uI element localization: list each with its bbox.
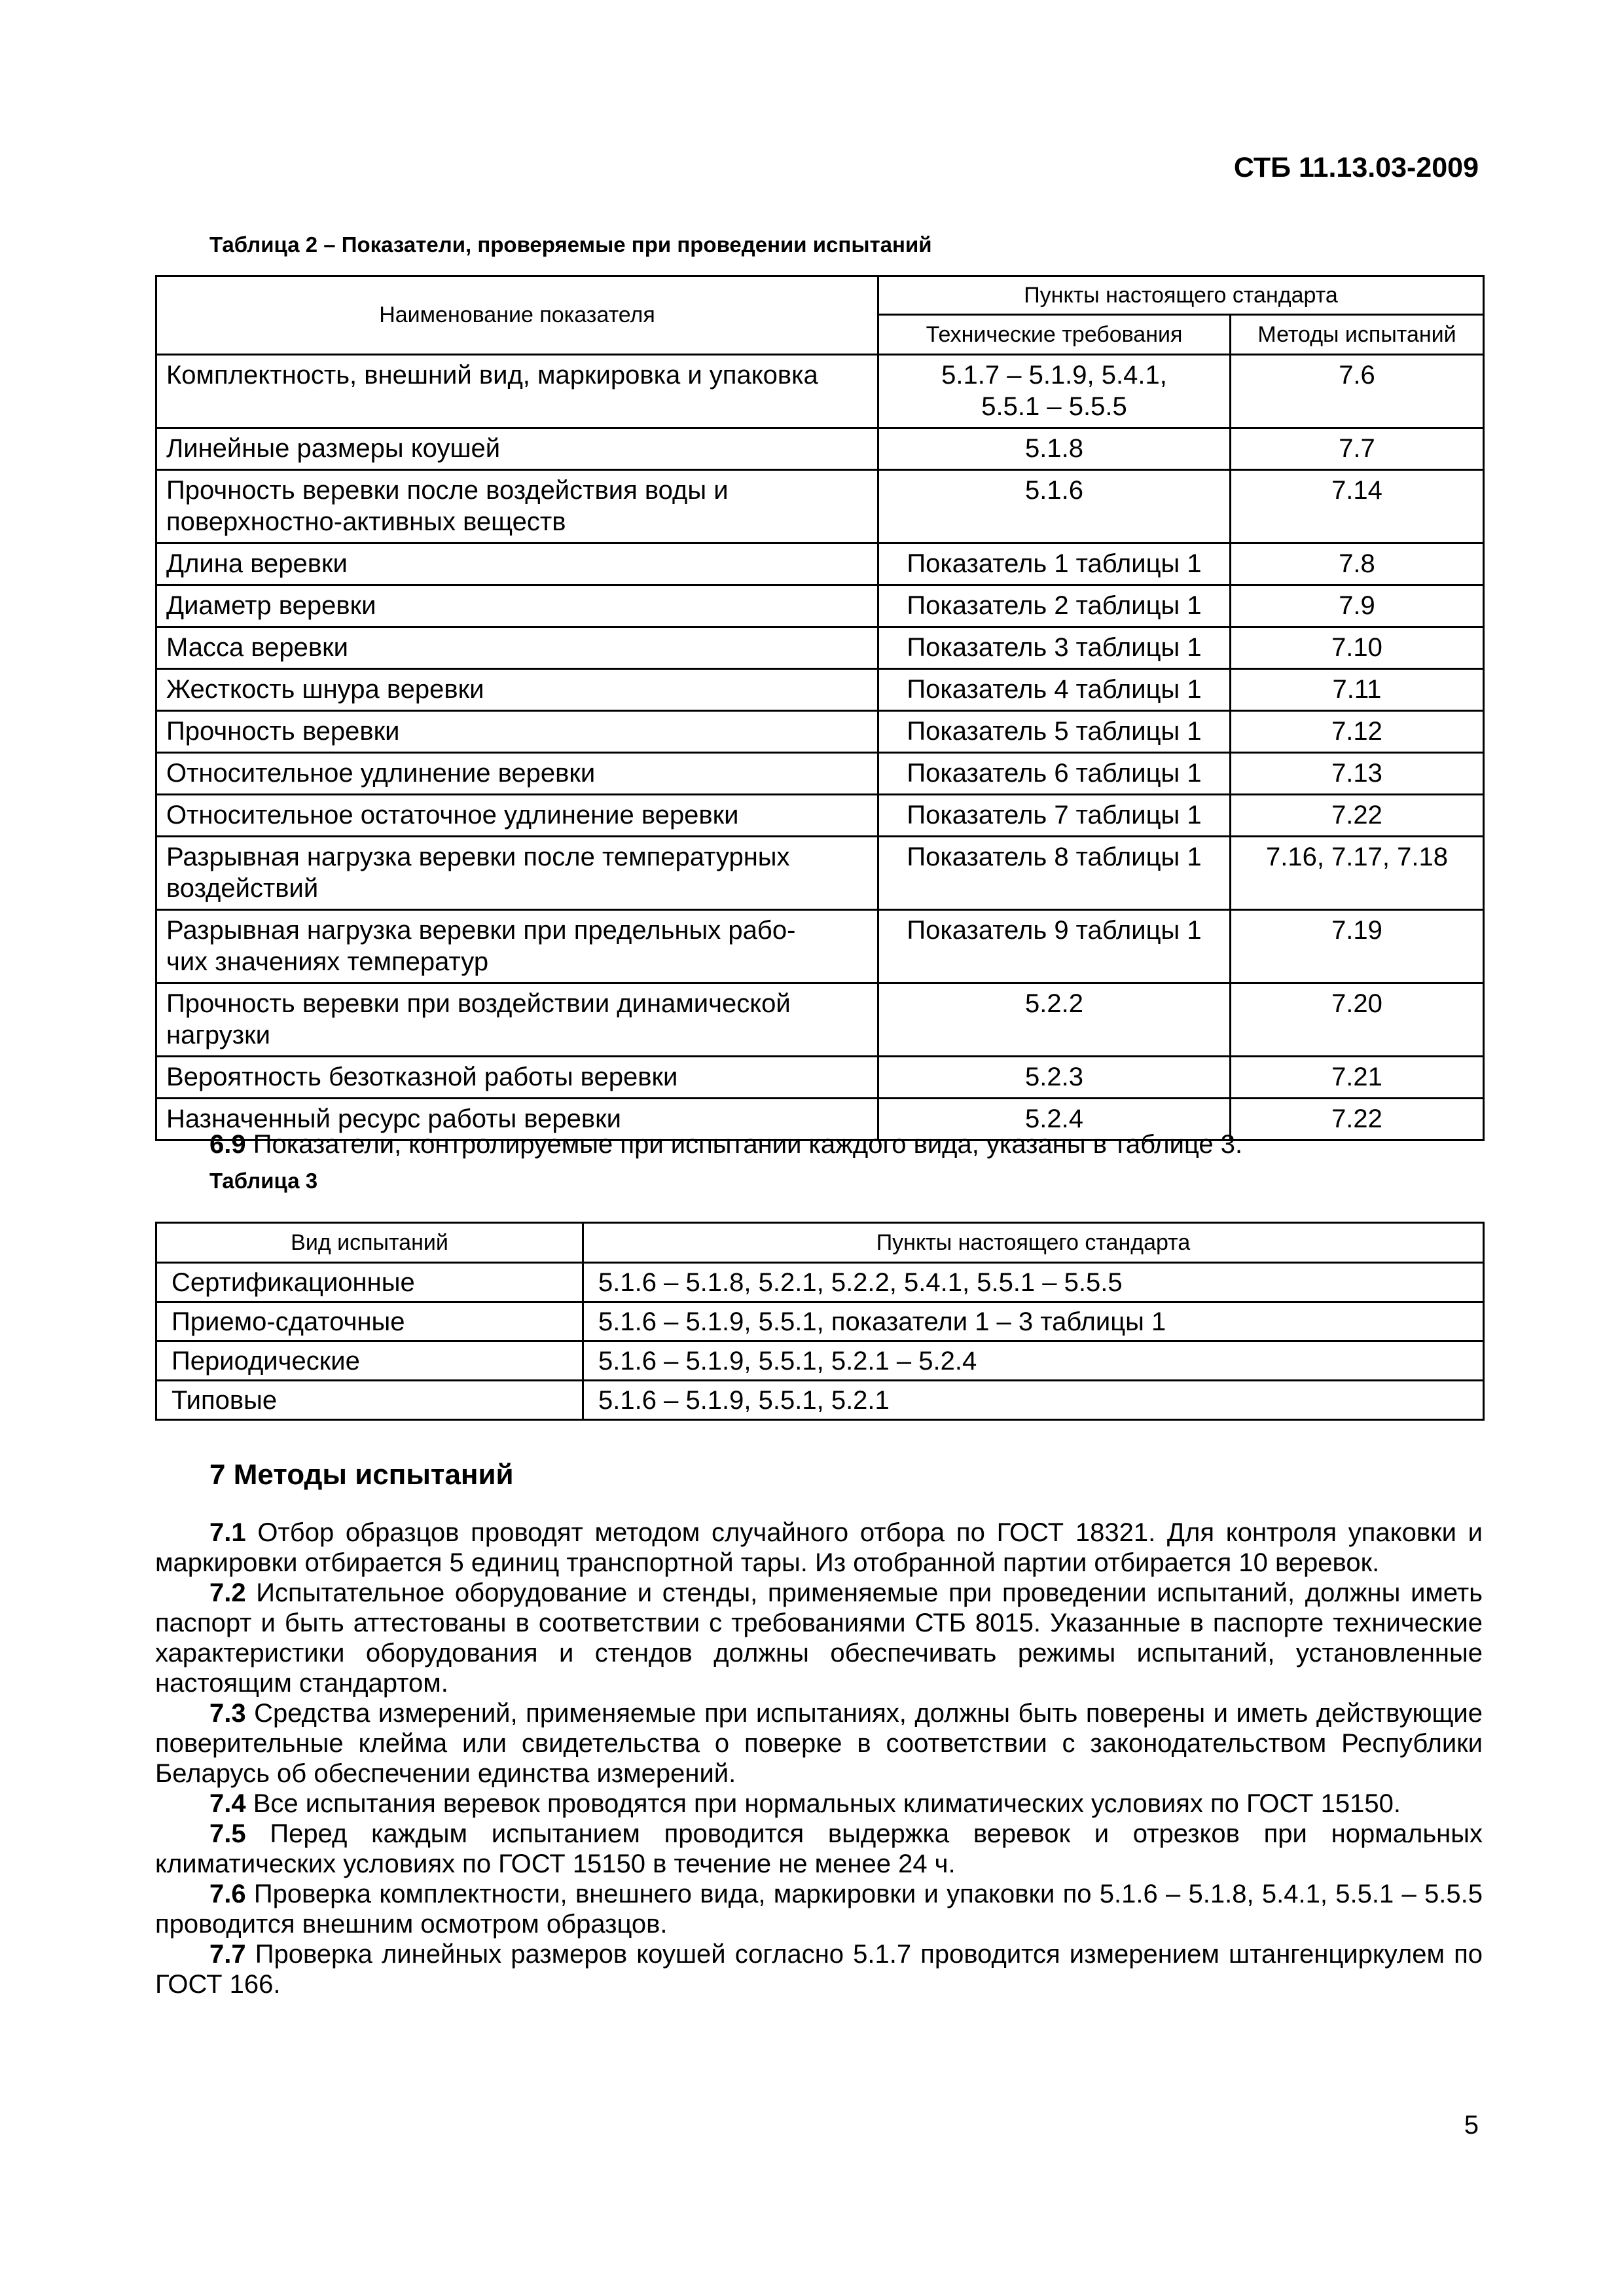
paragraph-text: Испытательное оборудование и стенды, применяемые при проведении испытаний, должны иметь паспорт и быть аттестованы в соответствии с требованиями СТБ 8015. Указанные в паспорте технические характеристики оборудования и стендов должны обеспечивать режимы испытаний, установленные настоящим стандартом. xyxy=(155,1578,1483,1698)
page-number: 5 xyxy=(1464,2111,1479,2140)
paragraph-num: 7.1 xyxy=(209,1518,246,1547)
table2-caption: Таблица 2 – Показатели, проверяемые при проведении испытаний xyxy=(209,232,932,257)
col-header-tech: Технические требования xyxy=(878,315,1231,355)
table-row xyxy=(156,983,1484,1057)
paragraph-text: Средства измерений, применяемые при испытаниях, должны быть поверены и иметь действующие поверительные клейма или свидетельства о поверке в соответствии с законодательством Республики Беларусь об обеспечении единства измерений. xyxy=(155,1699,1483,1788)
paragraph-num: 7.6 xyxy=(209,1880,246,1908)
tech-requirement: Показатель 3 таблицы 1 xyxy=(878,627,1231,669)
tech-requirement: 5.2.2 xyxy=(878,983,1231,1057)
indicator-name: Прочность веревки после воздействия воды и поверхностно-активных веществ xyxy=(156,470,878,543)
paragraph-num: 6.9 xyxy=(209,1130,246,1159)
test-type: Типовые xyxy=(156,1381,583,1420)
test-clauses: 5.1.6 – 5.1.9, 5.5.1, 5.2.1 – 5.2.4 xyxy=(583,1341,1484,1381)
test-method: 7.8 xyxy=(1231,543,1484,585)
tech-requirement: 5.2.3 xyxy=(878,1057,1231,1099)
tech-requirement: Показатель 1 таблицы 1 xyxy=(878,543,1231,585)
indicator-name: Масса веревки xyxy=(156,627,878,669)
indicator-name: Относительное удлинение веревки xyxy=(156,753,878,795)
paragraph-num: 7.2 xyxy=(209,1578,246,1607)
test-clauses: 5.1.6 – 5.1.9, 5.5.1, показатели 1 – 3 таблицы 1 xyxy=(583,1302,1484,1341)
tech-requirement: Показатель 6 таблицы 1 xyxy=(878,753,1231,795)
paragraph-text: Все испытания веревок проводятся при нормальных климатических условиях по ГОСТ 15150. xyxy=(245,1789,1401,1818)
table-row xyxy=(156,669,1484,711)
indicator-name: Линейные размеры коушей xyxy=(156,428,878,470)
tech-requirement: Показатель 5 таблицы 1 xyxy=(878,711,1231,753)
test-method: 7.10 xyxy=(1231,627,1484,669)
test-method: 7.16, 7.17, 7.18 xyxy=(1231,837,1484,910)
table2-body xyxy=(156,355,1484,1140)
paragraph xyxy=(155,1939,1483,1999)
test-clauses: 5.1.6 – 5.1.9, 5.5.1, 5.2.1 xyxy=(583,1381,1484,1420)
test-method: 7.22 xyxy=(1231,795,1484,837)
paragraph-num: 7.3 xyxy=(209,1699,246,1728)
table-row xyxy=(156,543,1484,585)
tech-requirement: 5.1.8 xyxy=(878,428,1231,470)
tech-requirement: Показатель 2 таблицы 1 xyxy=(878,585,1231,627)
paragraph-text: Перед каждым испытанием проводится выдержка веревок и отрезков при нормальных климатических условиях по ГОСТ 15150 в течение не менее 24 ч. xyxy=(155,1819,1483,1878)
test-method: 7.9 xyxy=(1231,585,1484,627)
test-method: 7.7 xyxy=(1231,428,1484,470)
indicator-name: Прочность веревки xyxy=(156,711,878,753)
section-7-body xyxy=(155,1518,1483,1999)
paragraph-text: Показатели, контролируемые при испытании каждого вида, указаны в таблице 3. xyxy=(245,1130,1243,1159)
table-row xyxy=(156,470,1484,543)
paragraph-text: Проверка линейных размеров коушей согласно 5.1.7 проводится измерением штангенциркулем по ГОСТ 166. xyxy=(155,1940,1483,1999)
test-method: 7.21 xyxy=(1231,1057,1484,1099)
test-clauses: 5.1.6 – 5.1.8, 5.2.1, 5.2.2, 5.4.1, 5.5.1 – 5.5.5 xyxy=(583,1263,1484,1302)
paragraph xyxy=(155,1578,1483,1698)
tech-requirement: Показатель 4 таблицы 1 xyxy=(878,669,1231,711)
table-row xyxy=(156,428,1484,470)
test-type: Периодические xyxy=(156,1341,583,1381)
test-method: 7.12 xyxy=(1231,711,1484,753)
table-row xyxy=(156,711,1484,753)
indicator-name: Вероятность безотказной работы веревки xyxy=(156,1057,878,1099)
indicator-name: Диаметр веревки xyxy=(156,585,878,627)
table-row xyxy=(156,1263,1484,1302)
tech-requirement: Показатель 9 таблицы 1 xyxy=(878,910,1231,983)
table3-caption: Таблица 3 xyxy=(209,1169,318,1193)
test-method: 7.11 xyxy=(1231,669,1484,711)
paragraph xyxy=(155,1518,1483,1578)
paragraph-6-9 xyxy=(209,1130,1242,1159)
col-header-methods: Методы испытаний xyxy=(1231,315,1484,355)
indicator-name: Разрывная нагрузка веревки после температурных воздействий xyxy=(156,837,878,910)
indicator-name: Назначенный ресурс работы веревки xyxy=(156,1099,878,1140)
tech-requirement: 5.2.4 xyxy=(878,1099,1231,1140)
paragraph-text: Отбор образцов проводят методом случайного отбора по ГОСТ 18321. Для контроля упаковки и маркировки отбирается 5 единиц транспортной тары. Из отобранной партии отбирается 10 веревок. xyxy=(155,1518,1483,1577)
indicator-name: Прочность веревки при воздействии динамической нагрузки xyxy=(156,983,878,1057)
table-row xyxy=(156,1341,1484,1381)
indicator-name: Жесткость шнура веревки xyxy=(156,669,878,711)
document-code: СТБ 11.13.03-2009 xyxy=(1233,152,1479,183)
paragraph-num: 7.4 xyxy=(209,1789,246,1818)
test-method: 7.6 xyxy=(1231,355,1484,428)
test-types-table xyxy=(155,1222,1485,1421)
col-header-clauses: Пункты настоящего стандарта xyxy=(583,1223,1484,1263)
col-header-test-type: Вид испытаний xyxy=(156,1223,583,1263)
table-row xyxy=(156,1302,1484,1341)
tech-requirement: Показатель 8 таблицы 1 xyxy=(878,837,1231,910)
paragraph-text: Проверка комплектности, внешнего вида, маркировки и упаковки по 5.1.6 – 5.1.8, 5.4.1, 5.5.1 – 5.5.5 проводится внешним осмотром образцов. xyxy=(155,1880,1483,1939)
table-row xyxy=(156,910,1484,983)
indicator-name: Относительное остаточное удлинение веревки xyxy=(156,795,878,837)
table3-body xyxy=(156,1263,1484,1420)
paragraph-num: 7.5 xyxy=(209,1819,246,1848)
col-header-group: Пункты настоящего стандарта xyxy=(878,276,1484,315)
paragraph xyxy=(155,1819,1483,1879)
tech-requirement: 5.1.6 xyxy=(878,470,1231,543)
test-method: 7.14 xyxy=(1231,470,1484,543)
table-row xyxy=(156,585,1484,627)
test-type: Приемо-сдаточные xyxy=(156,1302,583,1341)
tech-requirement: Показатель 7 таблицы 1 xyxy=(878,795,1231,837)
test-method: 7.13 xyxy=(1231,753,1484,795)
table-row xyxy=(156,795,1484,837)
table-row xyxy=(156,355,1484,428)
test-method: 7.20 xyxy=(1231,983,1484,1057)
section-7-title: 7 Методы испытаний xyxy=(209,1459,514,1491)
table-row xyxy=(156,627,1484,669)
indicators-table xyxy=(155,275,1485,1141)
indicator-name: Длина веревки xyxy=(156,543,878,585)
col-header-name: Наименование показателя xyxy=(156,276,878,355)
tech-requirement: 5.1.7 – 5.1.9, 5.4.1, 5.5.1 – 5.5.5 xyxy=(878,355,1231,428)
indicator-name: Разрывная нагрузка веревки при предельных рабо- чих значениях температур xyxy=(156,910,878,983)
indicator-name: Комплектность, внешний вид, маркировка и упаковка xyxy=(156,355,878,428)
paragraph xyxy=(155,1789,1483,1819)
test-type: Сертификационные xyxy=(156,1263,583,1302)
table-row xyxy=(156,1381,1484,1420)
paragraph xyxy=(155,1698,1483,1789)
paragraph-num: 7.7 xyxy=(209,1940,246,1969)
paragraph xyxy=(155,1879,1483,1939)
table-row xyxy=(156,1057,1484,1099)
table-row xyxy=(156,837,1484,910)
table-row xyxy=(156,753,1484,795)
test-method: 7.22 xyxy=(1231,1099,1484,1140)
test-method: 7.19 xyxy=(1231,910,1484,983)
